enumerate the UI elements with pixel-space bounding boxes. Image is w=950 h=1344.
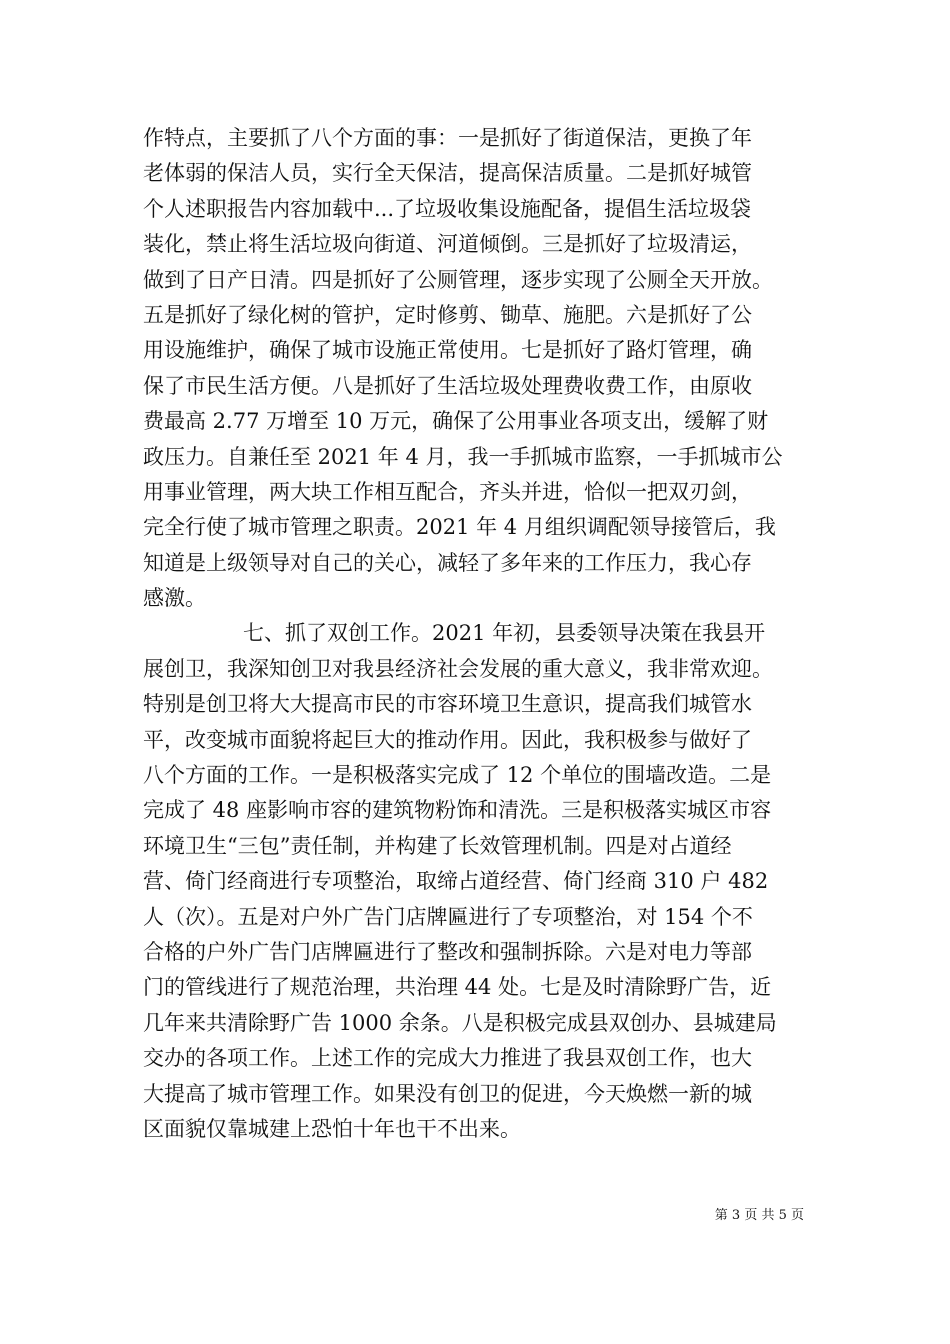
text-line: 政压力。自兼任至 2021 年 4 月，我一手抓城市监察，一手抓城市公	[143, 444, 783, 469]
text-line: 费最高 2.77 万增至 10 万元，确保了公用事业各项支出，缓解了财	[143, 409, 769, 434]
text-line: 特别是创卫将大大提高市民的市容环境卫生意识，提高我们城管水	[143, 692, 752, 717]
paragraph-2	[143, 616, 833, 1147]
text-line: 装化，禁止将生活垃圾向街道、河道倾倒。三是抓好了垃圾清运，	[143, 232, 752, 257]
text-line: 展创卫，我深知创卫对我县经济社会发展的重大意义，我非常欢迎。	[143, 656, 773, 681]
text-line: 门的管线进行了规范治理，共治理 44 处。七是及时清除野广告，近	[143, 975, 772, 1000]
page-number: 第 3 页 共 5 页	[714, 1208, 804, 1223]
text-line: 合格的户外广告门店牌匾进行了整改和强制拆除。六是对电力等部	[143, 939, 752, 964]
text-line: 区面貌仅靠城建上恐怕十年也干不出来。	[143, 1116, 521, 1141]
text-line: 个人述职报告内容加载中...了垃圾收集设施配备，提倡生活垃圾袋	[143, 196, 752, 221]
text-line: 用设施维护，确保了城市设施正常使用。七是抓好了路灯管理，确	[143, 338, 752, 363]
text-line: 用事业管理，两大块工作相互配合，齐头并进，恰似一把双刃剑，	[143, 479, 752, 504]
text-line: 知道是上级领导对自己的关心，减轻了多年来的工作压力，我心存	[143, 550, 752, 575]
text-line: 完成了 48 座影响市容的建筑物粉饰和清洗。三是积极落实城区市容	[143, 798, 772, 823]
text-line: 环境卫生“三包”责任制，并构建了长效管理机制。四是对占道经	[143, 833, 732, 858]
text-line: 保了市民生活方便。八是抓好了生活垃圾处理费收费工作，由原收	[143, 373, 752, 398]
document-body	[143, 121, 833, 1147]
text-line: 几年来共清除野广告 1000 余条。八是积极完成县双创办、县城建局	[143, 1010, 777, 1035]
text-line: 八个方面的工作。一是积极落实完成了 12 个单位的围墙改造。二是	[143, 763, 772, 788]
text-line: 完全行使了城市管理之职责。2021 年 4 月组织调配领导接管后，我	[143, 515, 776, 540]
text-line: 作特点，主要抓了八个方面的事：一是抓好了街道保洁，更换了年	[143, 126, 752, 150]
text-line-content: 七、抓了双创工作。2021 年初，县委领导决策在我县开	[243, 621, 766, 646]
text-line: 交办的各项工作。上述工作的完成大力推进了我县双创工作，也大	[143, 1046, 752, 1071]
paragraph-1	[143, 121, 833, 616]
text-line: 营、倚门经商进行专项整治，取缔占道经营、倚门经商 310 户 482	[143, 869, 769, 894]
text-line: 做到了日产日清。四是抓好了公厕管理，逐步实现了公厕全天开放。	[143, 267, 773, 292]
text-line: 平，改变城市面貌将起巨大的推动作用。因此，我积极参与做好了	[143, 727, 752, 752]
text-line: 人（次）。五是对户外广告门店牌匾进行了专项整治，对 154 个不	[143, 904, 753, 929]
text-line: 大提高了城市管理工作。如果没有创卫的促进，今天焕燃一新的城	[143, 1081, 752, 1106]
text-line: 老体弱的保洁人员，实行全天保洁，提高保洁质量。二是抓好城管	[143, 161, 752, 186]
text-line: 五是抓好了绿化树的管护，定时修剪、锄草、施肥。六是抓好了公	[143, 302, 752, 327]
text-line-indented	[143, 616, 833, 651]
text-line: 感激。	[143, 586, 206, 611]
